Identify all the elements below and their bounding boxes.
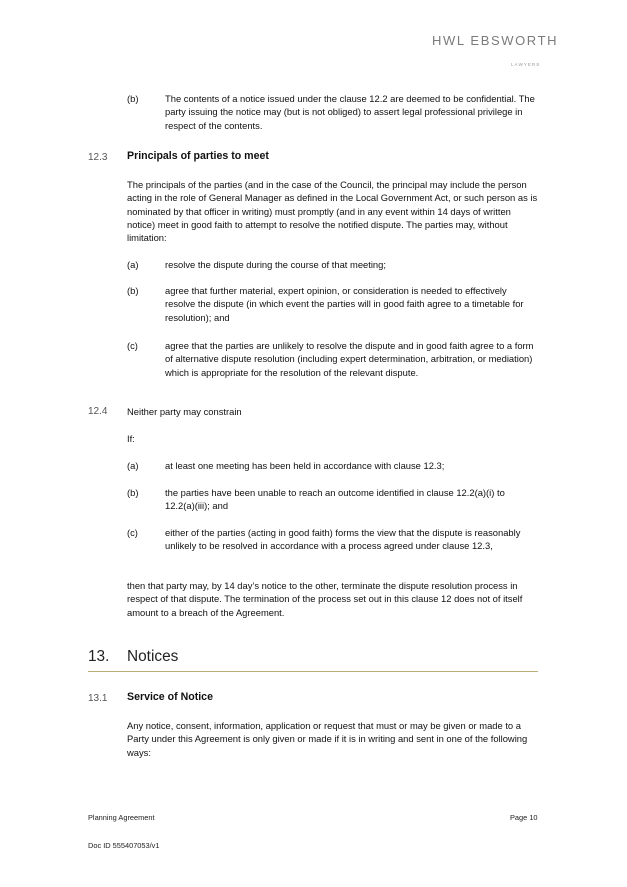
if-text: If: <box>127 433 135 444</box>
doc-id: Doc ID 555407053/v1 <box>88 841 160 850</box>
item-label: (a) <box>127 259 139 270</box>
clause-heading: Service of Notice <box>127 691 213 703</box>
item-label: (b) <box>127 285 139 296</box>
clause-number: 12.3 <box>88 152 108 163</box>
item-text: at least one meeting has been held in accordance with clause 12.3; <box>165 460 445 471</box>
item-text: The contents of a notice issued under the clause 12.2 are deemed to be confidential. The party issuing the notice may (but is not obliged) to assert legal professional privilege in respect of the contents. <box>165 93 535 131</box>
clause-body: Any notice, consent, information, application or request that must or may be given or made to a Party under this Agreement is only given or made if it is in writing and sent in one of the following ways: <box>127 720 528 758</box>
item-text: either of the parties (acting in good faith) forms the view that the dispute is reasonably unlikely to be resolved in accordance with a process agreed under clause 12.3, <box>165 527 521 552</box>
item-label: (c) <box>127 527 138 538</box>
footer-left: Planning Agreement <box>88 813 155 822</box>
section-divider <box>88 671 538 672</box>
firm-logo <box>432 33 559 70</box>
item-label: (c) <box>127 340 138 351</box>
clause-heading: Principals of parties to meet <box>127 150 269 162</box>
item-text: the parties have been unable to reach an outcome identified in clause 12.2(a)(i) to 12.2(a)(iii); and <box>165 487 505 512</box>
clause-heading: Neither party may constrain <box>127 406 242 417</box>
item-text: agree that further material, expert opinion, or consideration is needed to effectively resolve the dispute (in which event the parties will in good faith agree to a timetable for resolution); and <box>165 285 524 323</box>
item-label: (b) <box>127 93 139 104</box>
item-text: agree that the parties are unlikely to resolve the dispute and in good faith agree to a form of alternative dispute resolution (including expert determination, arbitration, or mediation) which is appropriate for the resolution of the relevant dispute. <box>165 340 534 378</box>
page-number: Page 10 <box>510 813 538 822</box>
clause-number: 12.4 <box>88 406 108 417</box>
clause-number: 13.1 <box>88 693 108 704</box>
item-label: (a) <box>127 460 139 471</box>
section-number: 13. <box>88 648 110 665</box>
clause-closing: then that party may, by 14 day’s notice to the other, terminate the dispute resolution process in respect of that dispute. The termination of the process set out in this clause 12 does not of itself amount to a breach of the Agreement. <box>127 580 523 618</box>
logo-text: HWL EBSWORTH <box>432 33 559 48</box>
item-label: (b) <box>127 487 139 498</box>
clause-body: The principals of the parties (and in the case of the Council, the principal may include the person acting in the role of General Manager as defined in the Local Government Act, or such person as is nominated by that officer in writing) must promptly (and in any event within 14 days of written notice) meet in good faith to attempt to resolve the notified dispute. The parties may, without limitation: <box>127 179 538 244</box>
logo-subtext: LAWYERS <box>511 62 541 67</box>
section-heading: Notices <box>127 648 179 665</box>
item-text: resolve the dispute during the course of that meeting; <box>165 259 386 270</box>
